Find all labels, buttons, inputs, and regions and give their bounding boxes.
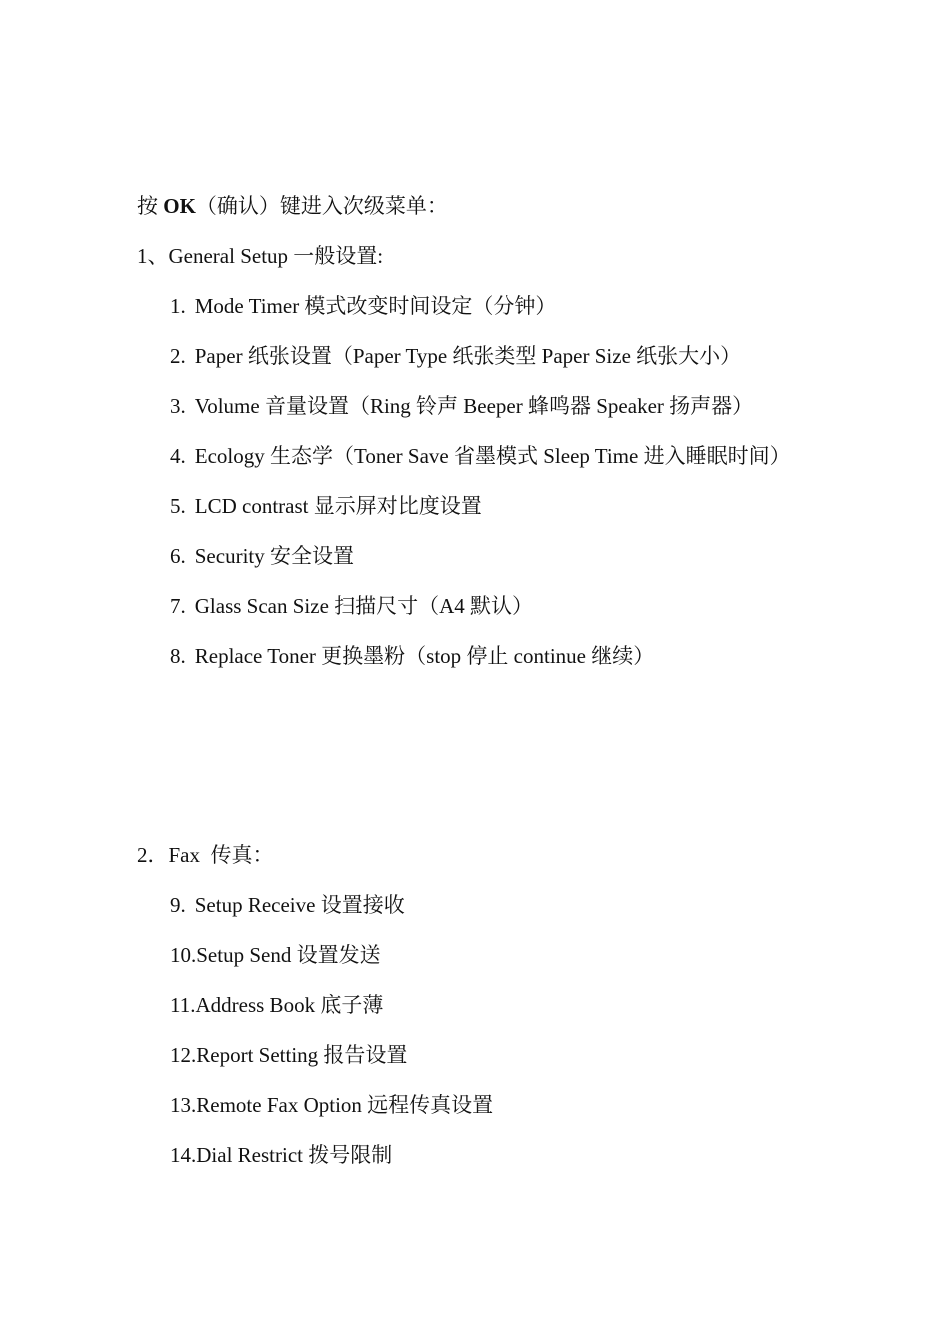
list-item — [170, 992, 383, 1018]
list-item-text: Dial Restrict 拨号限制 — [196, 1143, 393, 1167]
list-item-number: 7. — [170, 594, 186, 618]
list-item-text: Security 安全设置 — [194, 544, 354, 568]
list-item-text: Address Book 底子薄 — [195, 993, 384, 1017]
intro-line — [137, 193, 448, 219]
list-item-number: 9. — [170, 893, 186, 917]
list-item — [170, 892, 405, 918]
list-item — [170, 643, 654, 669]
list-item-number: 8. — [170, 644, 186, 668]
list-item-number: 4. — [170, 444, 186, 468]
list-item-text: Replace Toner 更换墨粉（stop 停止 continue 继续） — [194, 644, 655, 668]
list-item-number: 2. — [170, 344, 186, 368]
list-item — [170, 493, 482, 519]
list-item-number: 11. — [170, 993, 196, 1017]
list-item-text: Remote Fax Option 远程传真设置 — [196, 1093, 494, 1117]
list-item-text: Paper 纸张设置（Paper Type 纸张类型 Paper Size 纸张大小） — [194, 344, 742, 368]
list-item — [170, 543, 354, 569]
list-item — [170, 593, 533, 619]
list-item-text: Mode Timer 模式改变时间设定（分钟） — [194, 294, 557, 318]
list-item-number: 10. — [170, 943, 197, 967]
list-item-number: 6. — [170, 544, 186, 568]
list-item-text: Glass Scan Size 扫描尺寸（A4 默认） — [194, 594, 534, 618]
list-item — [170, 1042, 407, 1068]
list-item — [170, 942, 381, 968]
list-item — [170, 1142, 392, 1168]
list-item — [170, 443, 791, 469]
list-item — [170, 1092, 493, 1118]
list-item — [170, 393, 753, 419]
list-item-number: 13. — [170, 1093, 197, 1117]
list-item — [170, 343, 741, 369]
list-item-number: 5. — [170, 494, 186, 518]
intro-prefix: 按 — [137, 194, 158, 218]
list-item-number: 3. — [170, 394, 186, 418]
list-item-number: 14. — [170, 1143, 197, 1167]
list-item-text: Setup Send 设置发送 — [196, 943, 381, 967]
section-heading-fax: 2．Fax 传真： — [137, 843, 274, 867]
intro-suffix: （确认）键进入次级菜单： — [195, 194, 448, 218]
list-item-number: 12. — [170, 1043, 197, 1067]
list-item — [170, 293, 556, 319]
ok-key-label: OK — [163, 194, 196, 218]
section-heading-general-setup: 1、General Setup 一般设置: — [137, 244, 384, 268]
list-item-text: Report Setting 报告设置 — [196, 1043, 408, 1067]
list-item-number: 1. — [170, 294, 186, 318]
list-item-text: Setup Receive 设置接收 — [194, 893, 405, 917]
list-item-text: Volume 音量设置（Ring 铃声 Beeper 蜂鸣器 Speaker 扬声器） — [194, 394, 754, 418]
list-item-text: LCD contrast 显示屏对比度设置 — [194, 494, 482, 518]
list-item-text: Ecology 生态学（Toner Save 省墨模式 Sleep Time 进入睡眠时间） — [194, 444, 791, 468]
